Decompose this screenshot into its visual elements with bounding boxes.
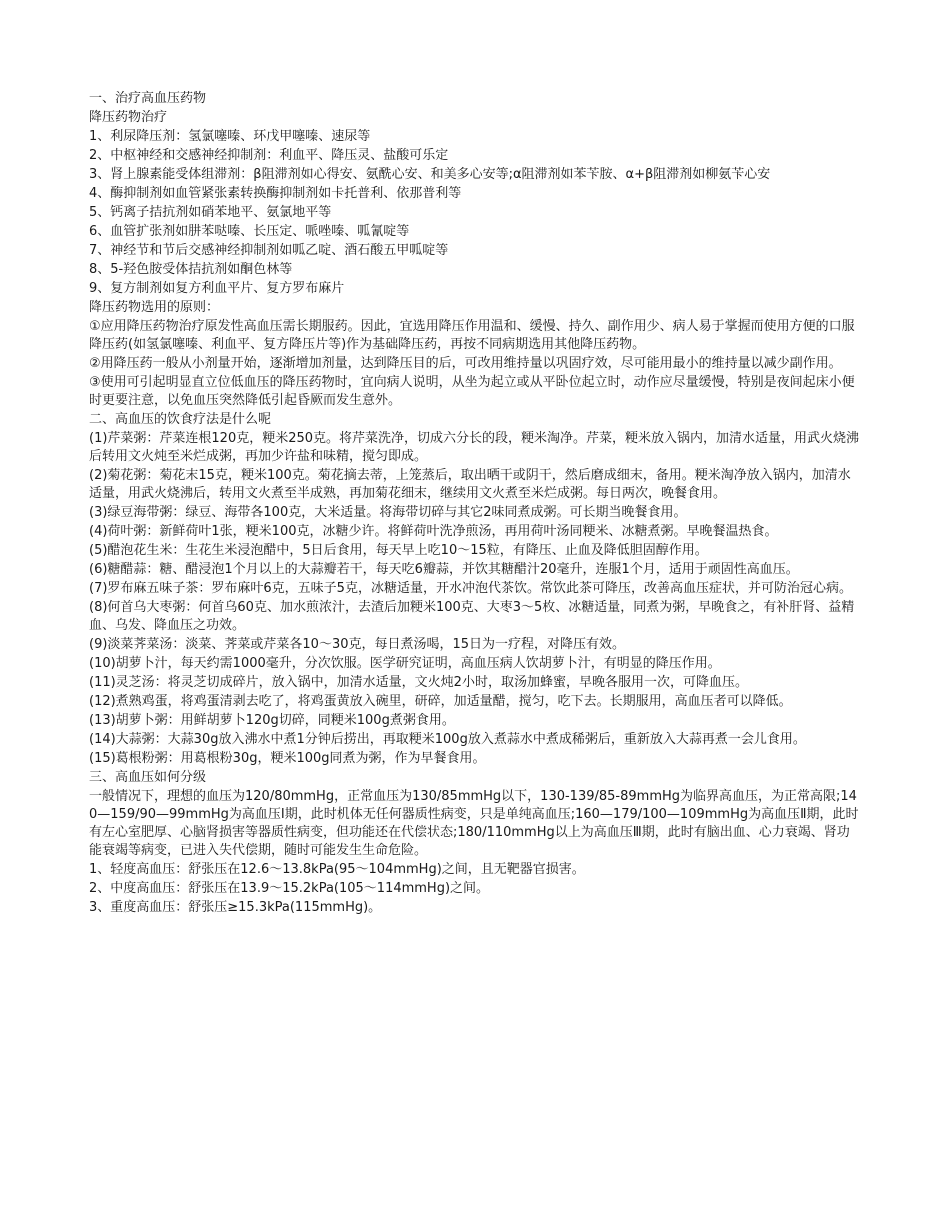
list-item: 2、中度高血压：舒张压在13.9～15.2kPa(105～114mmHg)之间。 [89,881,490,896]
list-item: 2、中枢神经和交感神经抑制剂：利血平、降压灵、盐酸可乐定 [89,148,449,163]
list-item: 4、酶抑制剂如血管紧张素转换酶抑制剂如卡托普利、依那普利等 [89,186,462,201]
recipe-paragraph: (15)葛根粉粥：用葛根粉30g，粳米100g同煮为粥，作为早餐食用。 [89,751,486,766]
subheading: 降压药物选用的原则： [89,300,220,315]
section-heading: 三、高血压如何分级 [89,770,207,785]
recipe-paragraph: (9)淡菜荠菜汤：淡菜、荠菜或芹菜各10～30克，每日煮汤喝，15日为一疗程，对降压有效。 [89,637,626,652]
section-heading: 二、高血压的饮食疗法是什么呢 [89,412,272,427]
recipe-paragraph: (3)绿豆海带粥：绿豆、海带各100克，大米适量。将海带切碎与其它2味同煮成粥。可长期当晚餐食用。 [89,505,687,520]
recipe-paragraph: (8)何首乌大枣粥：何首乌60克、加水煎浓汁，去渣后加粳米100克、大枣3～5枚、冰糖适量，同煮为粥，早晚食之，有补肝肾、益精血、乌发、降血压之功效。 [89,600,855,633]
list-item: 8、5-羟色胺受体拮抗剂如酮色林等 [89,262,293,277]
recipe-paragraph: (10)胡萝卜汁，每天约需1000毫升，分次饮服。医学研究证明，高血压病人饮胡萝卜汁，有明显的降压作用。 [89,656,721,671]
principle-paragraph: ②用降压药一般从小剂量开始，逐渐增加剂量，达到降压目的后，可改用维持量以巩固疗效，尽可能用最小的维持量以减少副作用。 [89,356,842,371]
recipe-paragraph: (11)灵芝汤：将灵芝切成碎片，放入锅中，加清水适量，文火炖2小时，取汤加蜂蜜，早晚各服用一次，可降血压。 [89,675,748,690]
list-item: 3、肾上腺素能受体组滞剂：β阻滞剂如心得安、氨酰心安、和美多心安等;α阻滞剂如苯苄胺、α+β阻滞剂如柳氨苄心安 [89,167,771,182]
principle-paragraph: ①应用降压药物治疗原发性高血压需长期服药。因此，宜选用降压作用温和、缓慢、持久、副作用少、病人易于掌握而使用方便的口服降压药(如氢氯噻嗪、利血平、复方降压片等)作为基础降压药，再按不同病期选用其他降压药物。 [89,319,855,352]
recipe-paragraph: (7)罗布麻五味子茶：罗布麻叶6克，五味子5克，冰糖适量，开水冲泡代茶饮。常饮此茶可降压，改善高血压症状，并可防治冠心病。 [89,581,852,596]
recipe-paragraph: (12)煮熟鸡蛋，将鸡蛋清剥去吃了，将鸡蛋黄放入碗里，研碎，加适量醋，搅匀，吃下去。长期服用，高血压者可以降低。 [89,694,792,709]
list-item: 7、神经节和节后交感神经抑制剂如呱乙啶、酒石酸五甲呱啶等 [89,243,449,258]
recipe-paragraph: (2)菊花粥：菊花末15克，粳米100克。菊花摘去蒂，上笼蒸后，取出晒干或阴干，然后磨成细末，备用。粳米淘净放入锅内，加清水适量，用武火烧沸后，转用文火煮至半成熟，再加菊花细末，继续用文火煮至米烂成粥。每日两次，晚餐食用。 [89,468,851,501]
recipe-paragraph: (5)醋泡花生米：生花生米浸泡醋中，5日后食用，每天早上吃10～15粒，有降压、止血及降低胆固醇作用。 [89,543,708,558]
recipe-paragraph: (13)胡萝卜粥：用鲜胡萝卜120g切碎，同粳米100g煮粥食用。 [89,713,455,728]
recipe-paragraph: (6)糖醋蒜：糖、醋浸泡1个月以上的大蒜瓣若干，每天吃6瓣蒜，并饮其糖醋汁20毫升，连服1个月，适用于顽固性高血压。 [89,562,799,577]
list-item: 3、重度高血压：舒张压≥15.3kPa(115mmHg)。 [89,900,382,915]
principle-paragraph: ③使用可引起明显直立位低血压的降压药物时，宜向病人说明，从坐为起立或从平卧位起立时，动作应尽量缓慢，特别是夜间起床小便时更要注意，以免血压突然降低引起昏厥而发生意外。 [89,375,855,408]
recipe-paragraph: (14)大蒜粥：大蒜30g放入沸水中煮1分钟后捞出，再取粳米100g放入煮蒜水中煮成稀粥后，重新放入大蒜再煮一会儿食用。 [89,732,806,747]
list-item: 1、轻度高血压：舒张压在12.6～13.8kPa(95～104mmHg)之间，且无靶器官损害。 [89,862,585,877]
recipe-paragraph: (4)荷叶粥：新鲜荷叶1张，粳米100克，冰糖少许。将鲜荷叶洗净煎汤，再用荷叶汤同粳米、冰糖煮粥。早晚餐温热食。 [89,524,778,539]
list-item: 6、血管扩张剂如肼苯哒嗪、长压定、哌唑嗪、呱氰啶等 [89,224,410,239]
recipe-paragraph: (1)芹菜粥：芹菜连根120克，粳米250克。将芹菜洗净，切成六分长的段，粳米淘净。芹菜，粳米放入锅内，加清水适量，用武火烧沸后转用文火炖至米烂成粥，再加少许盐和味精，搅匀即成。 [89,431,860,464]
document-body [89,90,861,918]
list-item: 9、复方制剂如复方利血平片、复方罗布麻片 [89,281,345,296]
subheading: 降压药物治疗 [89,110,168,125]
section-heading: 一、治疗高血压药物 [89,91,207,106]
grading-paragraph: 一般情况下，理想的血压为120/80mmHg，正常血压为130/85mmHg以下，130-139/85-89mmHg为临界高血压，为正常高限;140—159/90—99mmHg为高血压Ⅰ期，此时机体无任何器质性病变，只是单纯高血压;160—179/100—109mmHg为高血压Ⅱ期，此时有左心室肥厚、心脑肾损害等器质性病变，但功能还在代偿状态;180/110mmHg以上为高血压Ⅲ期，此时有脑出血、心力衰竭、肾功能衰竭等病变，已进入失代偿期，随时可能发生生命危险。 [89,789,859,858]
list-item: 1、利尿降压剂：氢氯噻嗪、环戊甲噻嗪、速尿等 [89,129,371,144]
list-item: 5、钙离子拮抗剂如硝苯地平、氨氯地平等 [89,205,332,220]
